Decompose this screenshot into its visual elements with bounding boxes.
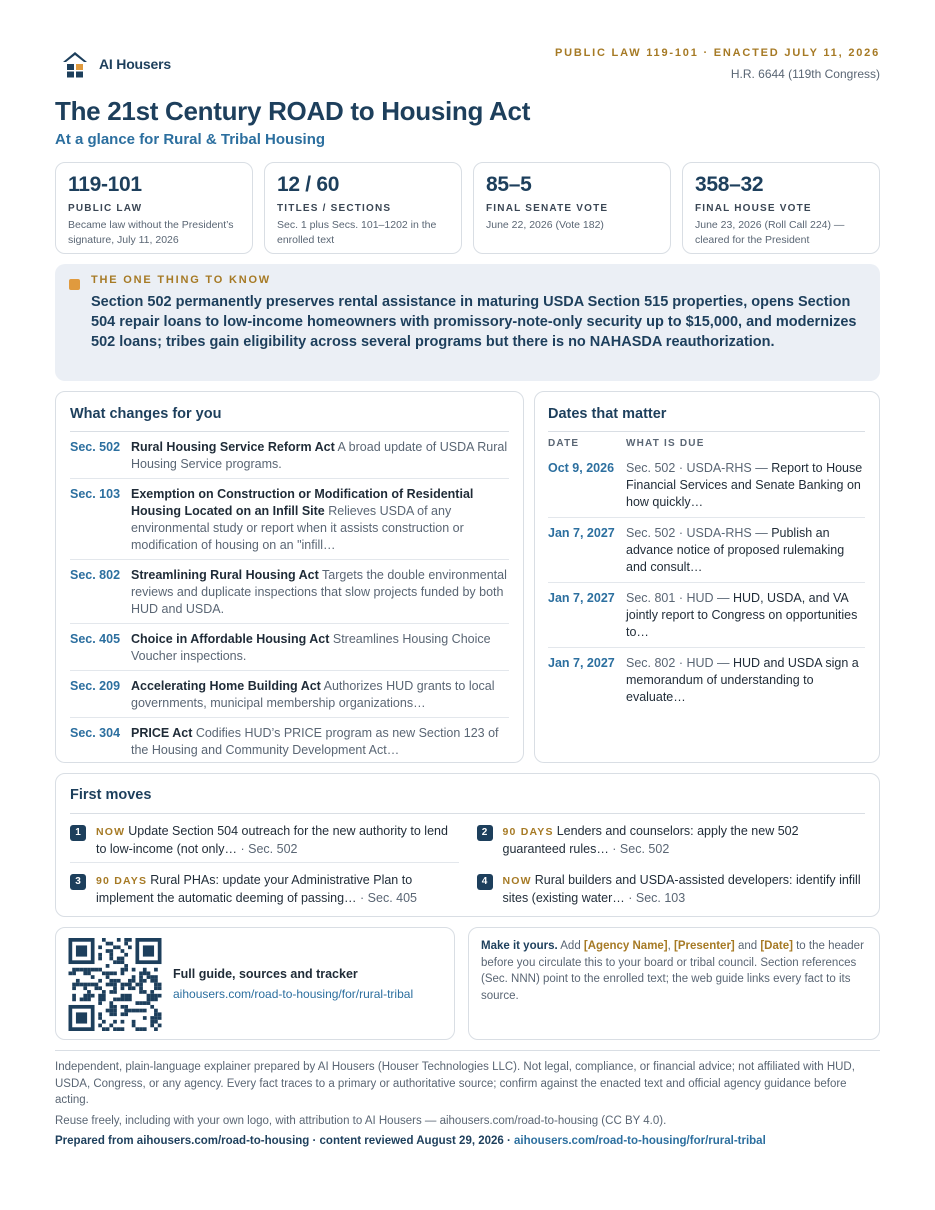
change-name: Choice in Affordable Housing Act	[131, 632, 330, 646]
change-name: Exemption on Construction or Modification of Residential Housing Located on an Infill Site	[131, 487, 474, 518]
change-name: Streamlining Rural Housing Act	[131, 568, 319, 582]
house-logo-icon	[60, 49, 90, 79]
due-date: Oct 9, 2026	[548, 461, 615, 475]
stat-number: 85–5	[486, 173, 532, 196]
change-row	[70, 432, 509, 479]
stat-card-titles-sections	[264, 162, 462, 254]
law-kicker: PUBLIC LAW 119-101 · ENACTED JULY 11, 2026	[554, 47, 880, 59]
disclaimer: Independent, plain-language explainer prepared by AI Housers (Houser Technologies LLC). Not legal, compliance, or financial advice; not affiliated with HUD, USDA, Congress, or any agency. Every fact traces to a primary or authoritative source; confirm against the enacted text and official agency guidance before acting.	[55, 1061, 855, 1106]
guide-link[interactable]: aihousers.com/road-to-housing/for/rural-tribal	[173, 987, 414, 1001]
reuse-notice: Reuse freely, including with your own logo, with attribution to AI Housers — aihousers.com/road-to-housing (CC BY 4.0).	[55, 1114, 667, 1127]
change-row	[70, 718, 509, 764]
stat-number: 358–32	[695, 173, 764, 196]
step-number-badge: 2	[477, 825, 493, 841]
make-it-yours-panel	[468, 927, 880, 1040]
move-timing: 90 DAYS	[502, 826, 554, 838]
dates-header-row	[548, 432, 865, 453]
due-text: HUD, USDA, and VA jointly report to Congress on opportunities to…	[626, 591, 858, 639]
key-takeaway-box	[55, 264, 880, 381]
change-desc: Codifies HUD’s PRICE program as new Section 123 of the Housing and Community Development Act…	[131, 726, 499, 757]
moves-grid	[70, 814, 865, 911]
move-text: Lenders and counselors: apply the new 502 guaranteed rules…	[502, 824, 799, 856]
due-date: Jan 7, 2027	[548, 591, 615, 605]
make-it-yours-text: to the header before you circulate this to your board or tribal council. Section references (Sec. NNN) point to the enrolled text; the web guide links every fact to its source.	[481, 940, 864, 1002]
stat-label: FINAL HOUSE VOTE	[695, 203, 812, 214]
change-desc: Authorizes HUD grants to local governments, municipal membership organizations…	[131, 679, 495, 710]
key-kicker: THE ONE THING TO KNOW	[91, 274, 271, 286]
date-row	[548, 518, 865, 583]
stat-card-public-law	[55, 162, 253, 254]
section-ref: Sec. 103	[70, 487, 121, 501]
page-subtitle: At a glance for Rural & Tribal Housing	[55, 131, 326, 148]
prepared-from: Prepared from aihousers.com/road-to-housing · content reviewed August 29, 2026 ·	[55, 1135, 515, 1147]
move-item	[70, 863, 459, 911]
section-ref: Sec. 304	[70, 726, 121, 740]
move-timing: NOW	[502, 875, 532, 887]
change-row	[70, 479, 509, 560]
make-it-yours-text: Add	[557, 940, 584, 952]
move-item	[477, 863, 866, 911]
dates-panel	[534, 391, 880, 763]
stat-cards	[55, 162, 880, 254]
stat-description: June 23, 2026 (Roll Call 224) — cleared for the President	[695, 219, 845, 246]
brand-name: AI Housers	[99, 56, 171, 72]
move-text: Rural builders and USDA-assisted developers: identify infill sites (existing water…	[502, 873, 861, 905]
due-text: HUD and USDA sign a memorandum of understanding to evaluate…	[626, 656, 859, 704]
due-column-header: WHAT IS DUE	[626, 438, 705, 449]
stat-description: Sec. 1 plus Secs. 101–1202 in the enrolled text	[277, 219, 437, 246]
bill-number: H.R. 6644 (119th Congress)	[730, 67, 880, 81]
change-desc: A broad update of USDA Rural Housing Service programs.	[131, 440, 508, 471]
move-text: Update Section 504 outreach for the new authority to lend to low-income (not only…	[96, 824, 448, 856]
move-section-ref: · Sec. 502	[608, 842, 670, 856]
stat-number: 119-101	[68, 173, 142, 196]
due-text: Publish an advance notice of proposed rulemaking and consult…	[626, 526, 845, 574]
step-number-badge: 4	[477, 874, 493, 890]
stat-label: TITLES / SECTIONS	[277, 203, 392, 214]
dates-title: Dates that matter	[548, 406, 865, 432]
move-item	[477, 814, 866, 863]
changes-title: What changes for you	[70, 406, 509, 432]
footer	[55, 1050, 880, 1150]
due-date: Jan 7, 2027	[548, 526, 615, 540]
qr-code-icon[interactable]	[67, 938, 163, 1031]
accent-square-icon	[69, 279, 80, 290]
stat-label: FINAL SENATE VOTE	[486, 203, 609, 214]
section-ref: Sec. 405	[70, 632, 121, 646]
stat-description: Became law without the President’s signature, July 11, 2026	[68, 219, 234, 246]
placeholder-agency: [Agency Name]	[583, 940, 668, 952]
due-ref: Sec. 502 · USDA-RHS —	[626, 461, 772, 475]
move-item	[70, 814, 459, 863]
moves-title: First moves	[70, 787, 865, 814]
step-number-badge: 3	[70, 874, 86, 890]
guide-panel	[55, 927, 455, 1040]
move-section-ref: · Sec. 502	[237, 842, 298, 856]
date-row	[548, 648, 865, 712]
stat-number: 12 / 60	[277, 173, 340, 196]
due-ref: Sec. 801 · HUD —	[626, 591, 733, 605]
due-ref: Sec. 802 · HUD —	[626, 656, 733, 670]
change-name: PRICE Act	[131, 726, 193, 740]
page-title: The 21st Century ROAD to Housing Act	[55, 96, 531, 126]
header	[55, 0, 880, 92]
date-row	[548, 453, 865, 518]
change-name: Rural Housing Service Reform Act	[131, 440, 335, 454]
stat-description: June 22, 2026 (Vote 182)	[486, 219, 604, 231]
changes-panel	[55, 391, 524, 763]
due-ref: Sec. 502 · USDA-RHS —	[626, 526, 772, 540]
due-date: Jan 7, 2027	[548, 656, 615, 670]
change-name: Accelerating Home Building Act	[131, 679, 321, 693]
due-text: Report to House Financial Services and Senate Banking on how quickly…	[626, 461, 863, 509]
make-it-yours-text: ,	[667, 940, 675, 952]
stat-card-house-vote	[682, 162, 880, 254]
change-desc: Streamlines Housing Choice Voucher inspections.	[131, 632, 491, 663]
guide-title: Full guide, sources and tracker	[173, 967, 358, 981]
move-timing: 90 DAYS	[96, 875, 148, 887]
key-text: Section 502 permanently preserves rental assistance in maturing USDA Section 515 properties, opens Section 504 repair loans to low-income homeowners with promissory-note-only security up to $15,000, and modernizes 502 loans; tribes gain eligibility across several programs but there is no NAHASDA reauthorization.	[91, 294, 857, 350]
stat-card-senate-vote	[473, 162, 671, 254]
change-desc: Targets the double environmental reviews and duplicate inspections that slow projects funded by both HUD and USDA.	[131, 568, 507, 616]
make-it-yours-lead: Make it yours.	[481, 940, 558, 952]
move-text: Rural PHAs: update your Administrative Plan to implement the automatic deeming of passing…	[96, 873, 413, 905]
brand-logo[interactable]	[60, 49, 171, 79]
change-row	[70, 560, 509, 624]
law-meta	[555, 47, 880, 81]
section-ref: Sec. 802	[70, 568, 121, 582]
move-timing: NOW	[96, 826, 126, 838]
placeholder-presenter: [Presenter]	[674, 940, 735, 952]
footer-guide-link[interactable]: aihousers.com/road-to-housing/for/rural-tribal	[514, 1135, 766, 1147]
move-section-ref: · Sec. 103	[624, 891, 686, 905]
step-number-badge: 1	[70, 825, 86, 841]
change-row	[70, 671, 509, 718]
first-moves-panel	[55, 773, 880, 917]
change-row	[70, 624, 509, 671]
make-it-yours-text: and	[734, 940, 761, 952]
date-row	[548, 583, 865, 648]
move-section-ref: · Sec. 405	[356, 891, 418, 905]
section-ref: Sec. 209	[70, 679, 121, 693]
change-desc: Relieves USDA of any environmental study or report when it assists construction or modification of housing on an "infill…	[131, 504, 464, 552]
stat-label: PUBLIC LAW	[68, 203, 143, 214]
placeholder-date: [Date]	[760, 940, 793, 952]
date-column-header: DATE	[548, 438, 580, 449]
section-ref: Sec. 502	[70, 440, 121, 454]
